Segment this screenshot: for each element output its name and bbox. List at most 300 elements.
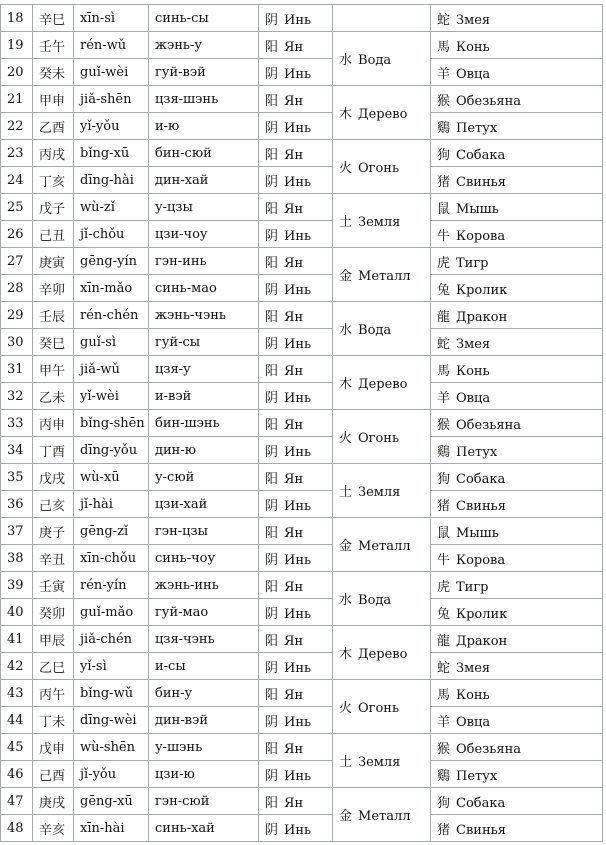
table-row — [1, 140, 603, 167]
yy-ru: Ян — [284, 525, 304, 541]
palladius-transcription-cell: синь-чоу — [149, 545, 259, 572]
elem-char: 水 — [339, 593, 353, 608]
yin-yang-cell — [259, 680, 333, 707]
yy-ru: Ян — [284, 93, 304, 109]
elem-ru: Вода — [358, 53, 392, 68]
stem-branch-chars-cell: 己酉 — [33, 761, 74, 788]
animal-ru: Собака — [456, 795, 506, 811]
yin-yang-cell — [259, 464, 333, 491]
animal-char: 馬 — [437, 39, 451, 55]
elem-char: 木 — [339, 647, 353, 662]
animal-ru: Обезьяна — [456, 741, 521, 757]
pinyin-cell: xīn-sì — [74, 5, 149, 32]
yin-yang-cell — [259, 113, 333, 140]
yin-yang-cell — [259, 383, 333, 410]
yy-ru: Инь — [284, 12, 312, 28]
pinyin-cell: wù-zǐ — [74, 194, 149, 221]
cycle-number-cell: 22 — [1, 113, 33, 140]
yin-yang-cell — [259, 815, 333, 842]
cycle-number-cell: 27 — [1, 248, 33, 275]
table-row — [1, 410, 603, 437]
yy-char: 阴 — [265, 390, 279, 406]
animal-ru: Собака — [456, 471, 506, 487]
palladius-transcription-cell: синь-хай — [149, 815, 259, 842]
animal-cell — [431, 248, 603, 275]
stem-branch-chars-cell: 乙酉 — [33, 113, 74, 140]
stem-branch-chars-cell: 壬辰 — [33, 302, 74, 329]
yy-char: 阳 — [265, 633, 279, 649]
table-row — [1, 734, 603, 761]
stem-branch-chars-cell: 戊子 — [33, 194, 74, 221]
table-body — [1, 5, 603, 842]
yy-ru: Инь — [284, 552, 312, 568]
animal-char: 虎 — [437, 255, 451, 271]
animal-ru: Змея — [456, 336, 491, 352]
elem-ru: Вода — [358, 593, 392, 608]
yy-ru: Инь — [284, 174, 312, 190]
stem-branch-chars-cell: 己亥 — [33, 491, 74, 518]
yy-ru: Ян — [284, 633, 304, 649]
animal-cell — [431, 194, 603, 221]
palladius-transcription-cell: цзя-шэнь — [149, 86, 259, 113]
table-row — [1, 815, 603, 842]
yy-char: 阳 — [265, 363, 279, 379]
yy-char: 阳 — [265, 687, 279, 703]
cycle-number-cell: 28 — [1, 275, 33, 302]
stem-branch-chars-cell: 乙未 — [33, 383, 74, 410]
animal-cell — [431, 140, 603, 167]
table-row — [1, 599, 603, 626]
yy-char: 阴 — [265, 444, 279, 460]
palladius-transcription-cell: цзя-у — [149, 356, 259, 383]
yy-ru: Ян — [284, 255, 304, 271]
elem-char: 土 — [339, 755, 353, 770]
animal-cell — [431, 815, 603, 842]
animal-ru: Корова — [456, 552, 506, 568]
element-cell — [333, 86, 431, 140]
cycle-number-cell: 45 — [1, 734, 33, 761]
stem-branch-chars-cell: 癸卯 — [33, 599, 74, 626]
animal-char: 蛇 — [437, 660, 451, 676]
yy-char: 阴 — [265, 336, 279, 352]
stem-branch-chars-cell: 甲辰 — [33, 626, 74, 653]
yin-yang-cell — [259, 545, 333, 572]
yy-ru: Инь — [284, 768, 312, 784]
animal-ru: Дракон — [456, 309, 508, 325]
element-cell — [333, 32, 431, 86]
animal-char: 狗 — [437, 147, 451, 163]
animal-ru: Овца — [456, 714, 491, 730]
pinyin-cell: bǐng-xū — [74, 140, 149, 167]
elem-char: 木 — [339, 377, 353, 392]
animal-char: 鷄 — [437, 444, 451, 460]
cycle-number-cell: 35 — [1, 464, 33, 491]
elem-ru: Металл — [358, 539, 411, 554]
palladius-transcription-cell: бин-сюй — [149, 140, 259, 167]
sexagenary-cycle-table — [0, 4, 603, 842]
animal-ru: Петух — [456, 120, 498, 136]
table-row — [1, 329, 603, 356]
yy-char: 阴 — [265, 606, 279, 622]
palladius-transcription-cell: гэн-сюй — [149, 788, 259, 815]
yin-yang-cell — [259, 32, 333, 59]
yy-char: 阴 — [265, 768, 279, 784]
stem-branch-chars-cell: 丙戌 — [33, 140, 74, 167]
animal-ru: Петух — [456, 768, 498, 784]
cycle-number-cell: 48 — [1, 815, 33, 842]
animal-cell — [431, 329, 603, 356]
elem-char: 金 — [339, 539, 353, 554]
animal-ru: Кролик — [456, 606, 508, 622]
animal-cell — [431, 788, 603, 815]
cycle-number-cell: 19 — [1, 32, 33, 59]
stem-branch-chars-cell: 戊申 — [33, 734, 74, 761]
table-row — [1, 32, 603, 59]
animal-ru: Тигр — [456, 579, 489, 595]
palladius-transcription-cell: синь-мао — [149, 275, 259, 302]
element-cell — [333, 626, 431, 680]
elem-ru: Вода — [358, 323, 392, 338]
yin-yang-cell — [259, 140, 333, 167]
stem-branch-chars-cell: 丁酉 — [33, 437, 74, 464]
animal-cell — [431, 464, 603, 491]
yin-yang-cell — [259, 788, 333, 815]
elem-ru: Металл — [358, 269, 411, 284]
yin-yang-cell — [259, 5, 333, 32]
element-cell — [333, 5, 431, 32]
cycle-number-cell: 20 — [1, 59, 33, 86]
cycle-number-cell: 43 — [1, 680, 33, 707]
pinyin-cell: guǐ-mǎo — [74, 599, 149, 626]
palladius-transcription-cell: гуй-вэй — [149, 59, 259, 86]
yy-ru: Ян — [284, 417, 304, 433]
table-row — [1, 437, 603, 464]
yin-yang-cell — [259, 194, 333, 221]
elem-char: 金 — [339, 809, 353, 824]
elem-ru: Металл — [358, 809, 411, 824]
yy-ru: Инь — [284, 822, 312, 838]
palladius-transcription-cell: бин-шэнь — [149, 410, 259, 437]
palladius-transcription-cell: дин-хай — [149, 167, 259, 194]
pinyin-cell: guǐ-sì — [74, 329, 149, 356]
animal-ru: Конь — [456, 687, 490, 703]
animal-cell — [431, 680, 603, 707]
palladius-transcription-cell: цзи-ю — [149, 761, 259, 788]
table-row — [1, 518, 603, 545]
yy-ru: Инь — [284, 714, 312, 730]
animal-cell — [431, 275, 603, 302]
pinyin-cell: gēng-zǐ — [74, 518, 149, 545]
palladius-transcription-cell: и-сы — [149, 653, 259, 680]
stem-branch-chars-cell: 癸巳 — [33, 329, 74, 356]
animal-cell — [431, 761, 603, 788]
yy-ru: Инь — [284, 444, 312, 460]
animal-char: 猴 — [437, 417, 451, 433]
yy-ru: Ян — [284, 795, 304, 811]
cycle-number-cell: 37 — [1, 518, 33, 545]
animal-cell — [431, 545, 603, 572]
animal-ru: Корова — [456, 228, 506, 244]
element-cell — [333, 572, 431, 626]
pinyin-cell: jiǎ-chén — [74, 626, 149, 653]
cycle-number-cell: 25 — [1, 194, 33, 221]
yin-yang-cell — [259, 572, 333, 599]
animal-char: 龍 — [437, 633, 451, 649]
animal-char: 猴 — [437, 741, 451, 757]
yin-yang-cell — [259, 518, 333, 545]
palladius-transcription-cell: у-цзы — [149, 194, 259, 221]
pinyin-cell: rén-chén — [74, 302, 149, 329]
stem-branch-chars-cell: 甲申 — [33, 86, 74, 113]
yin-yang-cell — [259, 167, 333, 194]
animal-char: 虎 — [437, 579, 451, 595]
elem-char: 金 — [339, 269, 353, 284]
cycle-number-cell: 41 — [1, 626, 33, 653]
animal-ru: Овца — [456, 66, 491, 82]
stem-branch-chars-cell: 庚子 — [33, 518, 74, 545]
animal-char: 狗 — [437, 471, 451, 487]
table-row — [1, 86, 603, 113]
cycle-number-cell: 38 — [1, 545, 33, 572]
stem-branch-chars-cell: 乙巳 — [33, 653, 74, 680]
palladius-transcription-cell: дин-вэй — [149, 707, 259, 734]
animal-char: 鷄 — [437, 768, 451, 784]
animal-ru: Тигр — [456, 255, 489, 271]
stem-branch-chars-cell: 己丑 — [33, 221, 74, 248]
yy-char: 阳 — [265, 579, 279, 595]
yy-ru: Ян — [284, 147, 304, 163]
cycle-number-cell: 30 — [1, 329, 33, 356]
yy-char: 阳 — [265, 93, 279, 109]
palladius-transcription-cell: гуй-мао — [149, 599, 259, 626]
pinyin-cell: xīn-hài — [74, 815, 149, 842]
stem-branch-chars-cell: 辛巳 — [33, 5, 74, 32]
stem-branch-chars-cell: 戊戌 — [33, 464, 74, 491]
animal-cell — [431, 86, 603, 113]
yin-yang-cell — [259, 707, 333, 734]
pinyin-cell: xīn-mǎo — [74, 275, 149, 302]
elem-char: 土 — [339, 485, 353, 500]
animal-cell — [431, 5, 603, 32]
element-cell — [333, 356, 431, 410]
table-row — [1, 113, 603, 140]
table-row — [1, 491, 603, 518]
animal-char: 猪 — [437, 498, 451, 514]
animal-cell — [431, 734, 603, 761]
elem-char: 火 — [339, 161, 353, 176]
palladius-transcription-cell: гэн-инь — [149, 248, 259, 275]
yy-ru: Инь — [284, 660, 312, 676]
animal-cell — [431, 653, 603, 680]
elem-char: 土 — [339, 215, 353, 230]
yy-ru: Ян — [284, 309, 304, 325]
elem-ru: Земля — [358, 755, 401, 770]
cycle-number-cell: 31 — [1, 356, 33, 383]
cycle-number-cell: 39 — [1, 572, 33, 599]
table-row — [1, 194, 603, 221]
animal-ru: Мышь — [456, 525, 499, 541]
palladius-transcription-cell: гэн-цзы — [149, 518, 259, 545]
pinyin-cell: xīn-chǒu — [74, 545, 149, 572]
yy-char: 阳 — [265, 147, 279, 163]
table-row — [1, 626, 603, 653]
yin-yang-cell — [259, 599, 333, 626]
cycle-number-cell: 18 — [1, 5, 33, 32]
animal-char: 鷄 — [437, 120, 451, 136]
yy-char: 阳 — [265, 525, 279, 541]
yy-ru: Инь — [284, 336, 312, 352]
stem-branch-chars-cell: 辛卯 — [33, 275, 74, 302]
element-cell — [333, 302, 431, 356]
animal-ru: Конь — [456, 363, 490, 379]
yy-char: 阴 — [265, 228, 279, 244]
stem-branch-chars-cell: 壬午 — [33, 32, 74, 59]
yy-char: 阳 — [265, 39, 279, 55]
animal-ru: Овца — [456, 390, 491, 406]
table-row — [1, 59, 603, 86]
animal-cell — [431, 302, 603, 329]
animal-cell — [431, 626, 603, 653]
yin-yang-cell — [259, 356, 333, 383]
cycle-number-cell: 46 — [1, 761, 33, 788]
yy-char: 阳 — [265, 795, 279, 811]
yin-yang-cell — [259, 734, 333, 761]
yin-yang-cell — [259, 329, 333, 356]
table-row — [1, 275, 603, 302]
yy-char: 阴 — [265, 120, 279, 136]
elem-ru: Огонь — [358, 161, 400, 176]
yy-char: 阳 — [265, 255, 279, 271]
animal-char: 牛 — [437, 552, 451, 568]
yy-char: 阳 — [265, 471, 279, 487]
animal-cell — [431, 383, 603, 410]
table-row — [1, 221, 603, 248]
yy-char: 阴 — [265, 714, 279, 730]
elem-ru: Огонь — [358, 701, 400, 716]
pinyin-cell: yǐ-yǒu — [74, 113, 149, 140]
yy-ru: Инь — [284, 120, 312, 136]
yy-char: 阴 — [265, 822, 279, 838]
stem-branch-chars-cell: 丁未 — [33, 707, 74, 734]
animal-cell — [431, 59, 603, 86]
palladius-transcription-cell: цзи-чоу — [149, 221, 259, 248]
yy-char: 阳 — [265, 417, 279, 433]
cycle-number-cell: 32 — [1, 383, 33, 410]
elem-char: 水 — [339, 53, 353, 68]
palladius-transcription-cell: у-сюй — [149, 464, 259, 491]
yy-ru: Ян — [284, 363, 304, 379]
animal-char: 龍 — [437, 309, 451, 325]
table-row — [1, 545, 603, 572]
yy-char: 阳 — [265, 201, 279, 217]
pinyin-cell: rén-wǔ — [74, 32, 149, 59]
yy-ru: Ян — [284, 201, 304, 217]
cycle-number-cell: 34 — [1, 437, 33, 464]
stem-branch-chars-cell: 丙午 — [33, 680, 74, 707]
palladius-transcription-cell: бин-у — [149, 680, 259, 707]
yin-yang-cell — [259, 248, 333, 275]
cycle-number-cell: 21 — [1, 86, 33, 113]
elem-ru: Дерево — [358, 107, 408, 122]
cycle-number-cell: 40 — [1, 599, 33, 626]
palladius-transcription-cell: гуй-сы — [149, 329, 259, 356]
animal-cell — [431, 113, 603, 140]
yy-char: 阴 — [265, 498, 279, 514]
yy-ru: Инь — [284, 498, 312, 514]
table-row — [1, 680, 603, 707]
yy-char: 阴 — [265, 282, 279, 298]
table-row — [1, 248, 603, 275]
animal-char: 猴 — [437, 93, 451, 109]
animal-ru: Мышь — [456, 201, 499, 217]
animal-char: 馬 — [437, 363, 451, 379]
pinyin-cell: bǐng-wǔ — [74, 680, 149, 707]
stem-branch-chars-cell: 壬寅 — [33, 572, 74, 599]
table-row — [1, 707, 603, 734]
table-row — [1, 302, 603, 329]
pinyin-cell: dīng-wèi — [74, 707, 149, 734]
yy-char: 阳 — [265, 741, 279, 757]
cycle-number-cell: 29 — [1, 302, 33, 329]
table-row — [1, 383, 603, 410]
palladius-transcription-cell: синь-сы — [149, 5, 259, 32]
pinyin-cell: yǐ-sì — [74, 653, 149, 680]
animal-char: 兔 — [437, 606, 451, 622]
yin-yang-cell — [259, 410, 333, 437]
yy-char: 阳 — [265, 309, 279, 325]
table-row — [1, 788, 603, 815]
animal-cell — [431, 707, 603, 734]
yy-ru: Инь — [284, 282, 312, 298]
animal-cell — [431, 599, 603, 626]
table-row — [1, 572, 603, 599]
stem-branch-chars-cell: 癸未 — [33, 59, 74, 86]
animal-char: 兔 — [437, 282, 451, 298]
palladius-transcription-cell: жэнь-у — [149, 32, 259, 59]
palladius-transcription-cell: цзя-чэнь — [149, 626, 259, 653]
yy-char: 阴 — [265, 174, 279, 190]
cycle-number-cell: 44 — [1, 707, 33, 734]
animal-ru: Петух — [456, 444, 498, 460]
yy-ru: Ян — [284, 39, 304, 55]
animal-cell — [431, 410, 603, 437]
cycle-number-cell: 36 — [1, 491, 33, 518]
stem-branch-chars-cell: 甲午 — [33, 356, 74, 383]
elem-ru: Дерево — [358, 377, 408, 392]
pinyin-cell: guǐ-wèi — [74, 59, 149, 86]
yin-yang-cell — [259, 59, 333, 86]
stem-branch-chars-cell: 丁亥 — [33, 167, 74, 194]
stem-branch-chars-cell: 庚寅 — [33, 248, 74, 275]
animal-char: 猪 — [437, 174, 451, 190]
element-cell — [333, 788, 431, 842]
element-cell — [333, 680, 431, 734]
stem-branch-chars-cell: 丙申 — [33, 410, 74, 437]
animal-char: 羊 — [437, 714, 451, 730]
animal-ru: Собака — [456, 147, 506, 163]
cycle-number-cell: 42 — [1, 653, 33, 680]
element-cell — [333, 248, 431, 302]
elem-ru: Дерево — [358, 647, 408, 662]
pinyin-cell: gēng-xū — [74, 788, 149, 815]
animal-cell — [431, 32, 603, 59]
yy-char: 阴 — [265, 660, 279, 676]
pinyin-cell: jiǎ-shēn — [74, 86, 149, 113]
cycle-number-cell: 26 — [1, 221, 33, 248]
element-cell — [333, 734, 431, 788]
cycle-number-cell: 33 — [1, 410, 33, 437]
yy-char: 阴 — [265, 66, 279, 82]
